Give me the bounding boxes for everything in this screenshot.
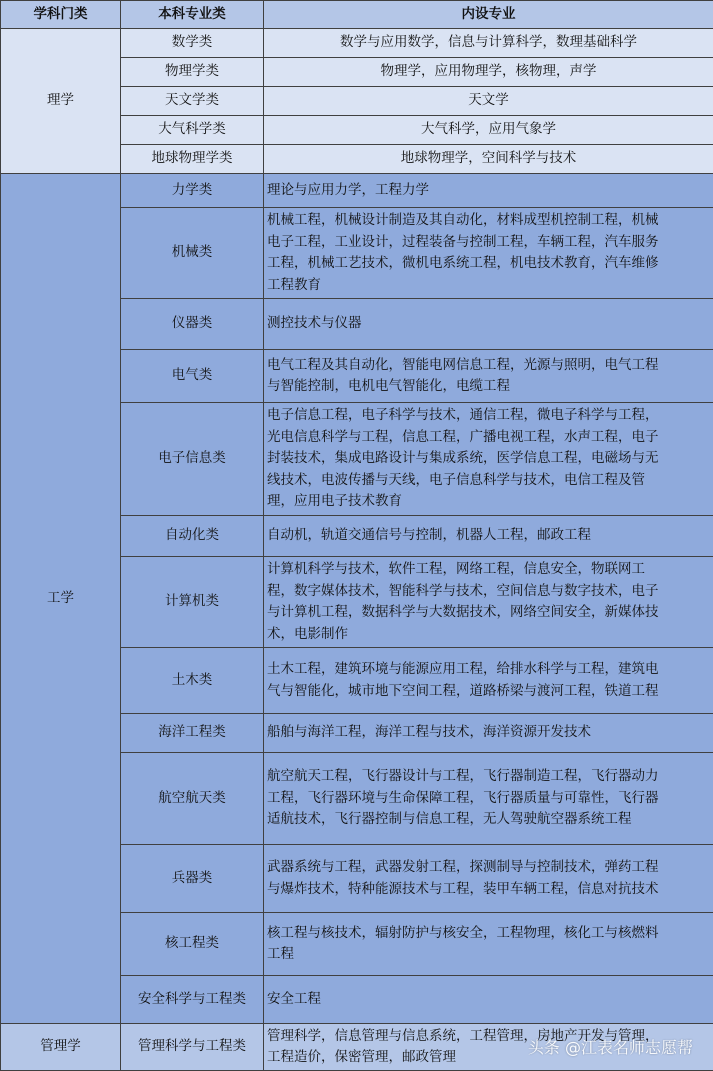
major-class-cell: 仪器类 [121,299,264,350]
majors-cell [264,976,713,1024]
discipline-cell: 工学 [1,174,121,1024]
majors-cell [264,913,713,976]
major-class-cell: 物理学类 [121,58,264,87]
major-class-cell: 核工程类 [121,913,264,976]
majors-line: 船舶与海洋工程，海洋工程与技术，海洋资源开发技术 [267,724,591,740]
majors-cell [264,350,713,403]
majors-cell [264,116,713,145]
majors-line: 工程教育 [267,277,321,293]
major-class-cell: 自动化类 [121,516,264,557]
major-class-cell: 天文学类 [121,87,264,116]
majors-line: 工程，飞行器环境与生命保障工程，飞行器质量与可靠性，飞行器 [267,790,659,806]
majors-line: 物理学，应用物理学，核物理，声学 [381,63,597,79]
majors-line: 工程 [267,946,294,962]
major-class-cell: 管理科学与工程类 [121,1024,264,1071]
majors-cell [264,208,713,299]
majors-line: 测控技术与仪器 [267,315,362,331]
majors-line: 机械工程，机械设计制造及其自动化，材料成型机控制工程，机械 [267,212,659,228]
major-class-cell: 地球物理学类 [121,145,264,174]
majors-line: 与计算机工程，数据科学与大数据技术，网络空间安全，新媒体技 [267,604,659,620]
majors-line: 理，应用电子技术教育 [267,493,402,509]
majors-line: 程，数字媒体技术，智能科学与技术，空间信息与数字技术，电子 [267,583,659,599]
majors-cell [264,648,713,714]
majors-cell [264,403,713,516]
majors-line: 大气科学，应用气象学 [421,121,556,137]
major-class-cell: 数学类 [121,29,264,58]
major-class-cell: 电子信息类 [121,403,264,516]
majors-cell [264,145,713,174]
majors-line: 气与智能化，城市地下空间工程，道路桥梁与渡河工程，铁道工程 [267,683,659,699]
major-class-cell: 力学类 [121,174,264,208]
majors-line: 线技术，电波传播与天线，电子信息科学与技术，电信工程及管 [267,472,645,488]
majors-line: 工程造价，保密管理，邮政管理 [267,1049,456,1065]
majors-cell [264,58,713,87]
table-row [1,29,713,58]
majors-cell [264,29,713,58]
major-class-cell: 计算机类 [121,557,264,648]
majors-cell [264,845,713,913]
majors-line: 与智能控制，电机电气智能化，电缆工程 [267,378,510,394]
major-class-cell: 海洋工程类 [121,714,264,753]
major-class-cell: 航空航天类 [121,753,264,845]
majors-cell [264,87,713,116]
majors-line: 核工程与核技术，辐射防护与核安全，工程物理，核化工与核燃料 [267,925,659,941]
major-class-cell: 安全科学与工程类 [121,976,264,1024]
discipline-cell: 管理学 [1,1024,121,1071]
majors-cell [264,714,713,753]
majors-line: 安全工程 [267,991,321,1007]
majors-line: 光电信息科学与工程，信息工程，广播电视工程，水声工程，电子 [267,429,659,445]
majors-line: 电气工程及其自动化，智能电网信息工程，光源与照明，电气工程 [267,357,659,373]
majors-line: 与爆炸技术，特种能源技术与工程，装甲车辆工程，信息对抗技术 [267,881,659,897]
majors-cell [264,557,713,648]
majors-cell [264,753,713,845]
header-majors: 内设专业 [264,1,713,29]
majors-line: 适航技术，飞行器控制与信息工程，无人驾驶航空器系统工程 [267,811,632,827]
majors-cell [264,174,713,208]
majors-line: 地球物理学，空间科学与技术 [401,150,577,166]
header-major-class: 本科专业类 [121,1,264,29]
majors-line: 管理科学，信息管理与信息系统，工程管理，房地产开发与管理， [267,1028,659,1044]
majors-cell [264,299,713,350]
majors-line: 数学与应用数学，信息与计算科学，数理基础科学 [340,34,637,50]
major-class-cell: 土木类 [121,648,264,714]
majors-line: 电子信息工程，电子科学与技术，通信工程，微电子科学与工程， [267,407,659,423]
major-class-cell: 兵器类 [121,845,264,913]
major-class-cell: 电气类 [121,350,264,403]
majors-line: 理论与应用力学，工程力学 [267,182,429,198]
table-row [1,174,713,208]
majors-line: 武器系统与工程，武器发射工程，探测制导与控制技术，弹药工程 [267,859,659,875]
majors-line: 土木工程，建筑环境与能源应用工程，给排水科学与工程，建筑电 [267,661,659,677]
majors-line: 自动机，轨道交通信号与控制，机器人工程，邮政工程 [267,527,591,543]
watermark: 头条 @江表名师志愿帮 [528,1035,693,1058]
majors-line: 计算机科学与技术，软件工程，网络工程，信息安全，物联网工 [267,561,645,577]
major-class-cell: 大气科学类 [121,116,264,145]
majors-line: 封装技术，集成电路设计与集成系统，医学信息工程，电磁场与无 [267,450,659,466]
majors-line: 工程，机械工艺技术，微机电系统工程，机电技术教育，汽车维修 [267,255,659,271]
discipline-cell: 理学 [1,29,121,174]
major-class-cell: 机械类 [121,208,264,299]
header-row [1,1,713,29]
majors-cell [264,516,713,557]
majors-line: 天文学 [468,92,509,108]
majors-line: 航空航天工程，飞行器设计与工程，飞行器制造工程，飞行器动力 [267,768,659,784]
majors-line: 术，电影制作 [267,626,348,642]
header-discipline: 学科门类 [1,1,121,29]
majors-line: 电子工程，工业设计，过程装备与控制工程，车辆工程，汽车服务 [267,234,659,250]
